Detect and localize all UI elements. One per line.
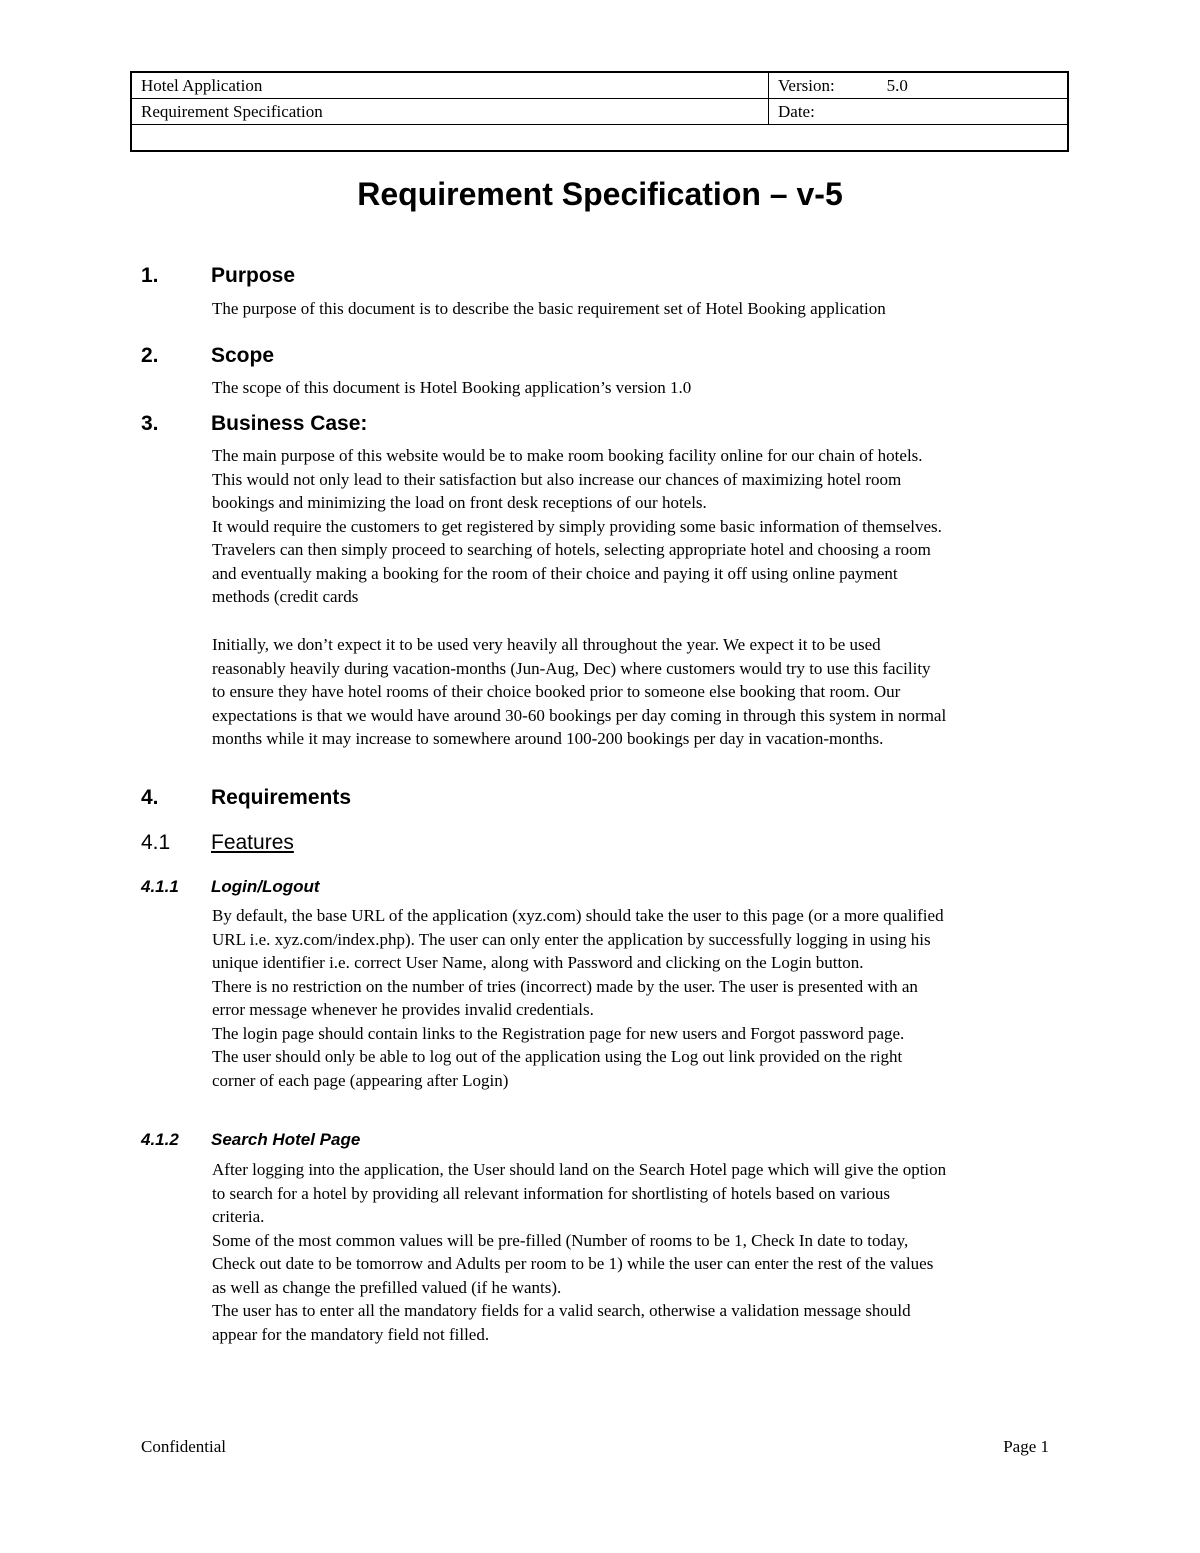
header-row-3 xyxy=(131,125,1068,152)
section-title: Scope xyxy=(211,344,275,367)
subsection-number: 4.1 xyxy=(141,831,171,854)
version-cell xyxy=(769,72,1069,99)
doc-name: Requirement Specification xyxy=(141,102,323,121)
text-line: corner of each page (appearing after Login) xyxy=(212,1070,509,1090)
header-row-2 xyxy=(131,99,1068,125)
text-line: to search for a hotel by providing all relevant information for shortlisting of hotels based on various xyxy=(212,1183,890,1203)
text-line: The user should only be able to log out of the application using the Log out link provided on the right xyxy=(212,1047,903,1066)
section-title: Business Case: xyxy=(211,412,368,435)
text-line: Some of the most common values will be pre-filled (Number of rooms to be 1, Check In date to today, xyxy=(212,1230,909,1250)
text-line: It would require the customers to get registered by simply providing some basic information of themselves. xyxy=(212,516,942,536)
text-line: to ensure they have hotel rooms of their choice booked prior to someone else booking that room. Our xyxy=(212,682,901,701)
section-number: 4. xyxy=(141,786,159,809)
text-line: Initially, we don’t expect it to be used very heavily all throughout the year. We expect it to be used xyxy=(212,635,881,654)
business-case-paragraph-2 xyxy=(212,633,946,751)
section-title: Requirements xyxy=(211,786,352,809)
subsection-heading-features xyxy=(141,830,294,856)
version-label: Version: xyxy=(778,76,835,95)
document-title: Requirement Specification – v-5 xyxy=(357,176,843,212)
text-line: unique identifier i.e. correct User Name, along with Password and clicking on the Login button. xyxy=(212,953,864,972)
text-line: By default, the base URL of the application (xyz.com) should take the user to this page (or a more qualified xyxy=(212,906,944,925)
text-line: appear for the mandatory field not filled. xyxy=(212,1324,490,1344)
section-number: 3. xyxy=(141,412,159,435)
section-title: Purpose xyxy=(211,264,296,287)
version-value: 5.0 xyxy=(886,76,908,95)
doc-name-cell xyxy=(131,99,769,125)
text-line: criteria. xyxy=(212,1207,265,1226)
app-name-cell xyxy=(131,72,769,99)
text-line: months while it may increase to somewhere around 100-200 bookings per day in vacation-months. xyxy=(212,729,884,748)
text-line: Check out date to be tomorrow and Adults per room to be 1) while the user can enter the rest of the values xyxy=(212,1254,934,1273)
text-line: After logging into the application, the User should land on the Search Hotel page which will give the option xyxy=(212,1160,947,1179)
subsubsection-title: Login/Logout xyxy=(211,877,320,896)
text-line: reasonably heavily during vacation-months (Jun-Aug, Dec) where customers would try to use this facility xyxy=(212,658,931,678)
text-line: The login page should contain links to the Registration page for new users and Forgot password page. xyxy=(212,1023,905,1043)
section-number: 1. xyxy=(141,264,159,287)
date-cell xyxy=(769,99,1069,125)
text-line: and eventually making a booking for the room of their choice and paying it off using online payment xyxy=(212,563,898,583)
search-hotel-paragraph xyxy=(212,1158,946,1346)
subsubsection-number: 4.1.2 xyxy=(141,1130,179,1149)
purpose-text: The purpose of this document is to describe the basic requirement set of Hotel Booking application xyxy=(212,299,886,318)
text-line: Travelers can then simply proceed to searching of hotels, selecting appropriate hotel and choosing a room xyxy=(212,540,931,559)
app-name: Hotel Application xyxy=(141,76,263,95)
text-line: The main purpose of this website would be to make room booking facility online for our chain of hotels. xyxy=(212,446,923,465)
date-label: Date: xyxy=(778,102,815,121)
scope-text: The scope of this document is Hotel Booking application’s version 1.0 xyxy=(212,378,692,397)
document-header-table xyxy=(130,71,1069,152)
empty-header-cell xyxy=(131,125,1068,152)
footer-page-number: Page 1 xyxy=(1003,1437,1049,1456)
text-line: There is no restriction on the number of tries (incorrect) made by the user. The user is presented with an xyxy=(212,976,918,996)
text-line: URL i.e. xyz.com/index.php). The user can only enter the application by successfully logging in using his xyxy=(212,929,931,949)
section-heading-scope xyxy=(141,343,274,369)
text-line: The user has to enter all the mandatory fields for a valid search, otherwise a validation message should xyxy=(212,1301,911,1320)
footer-confidential: Confidential xyxy=(141,1437,226,1456)
section-heading-business-case xyxy=(141,411,367,437)
subsubsection-heading-search-hotel xyxy=(141,1129,360,1151)
text-line: as well as change the prefilled valued (if he wants). xyxy=(212,1277,562,1297)
section-number: 2. xyxy=(141,344,159,367)
subsubsection-heading-login xyxy=(141,876,320,898)
text-line: This would not only lead to their satisfaction but also increase our chances of maximizing hotel room xyxy=(212,469,902,489)
text-line: error message whenever he provides invalid credentials. xyxy=(212,1000,594,1019)
subsection-title: Features xyxy=(211,831,294,854)
text-line: expectations is that we would have around 30-60 bookings per day coming in through this system in normal xyxy=(212,705,947,725)
section-heading-requirements xyxy=(141,785,351,811)
subsubsection-title: Search Hotel Page xyxy=(211,1130,361,1149)
section-heading-purpose xyxy=(141,263,295,289)
header-row-1 xyxy=(131,72,1068,99)
subsubsection-number: 4.1.1 xyxy=(141,877,179,896)
text-line: bookings and minimizing the load on front desk receptions of our hotels. xyxy=(212,493,707,512)
text-line: methods (credit cards xyxy=(212,587,359,606)
business-case-paragraph-1 xyxy=(212,444,942,609)
login-paragraph xyxy=(212,904,944,1092)
